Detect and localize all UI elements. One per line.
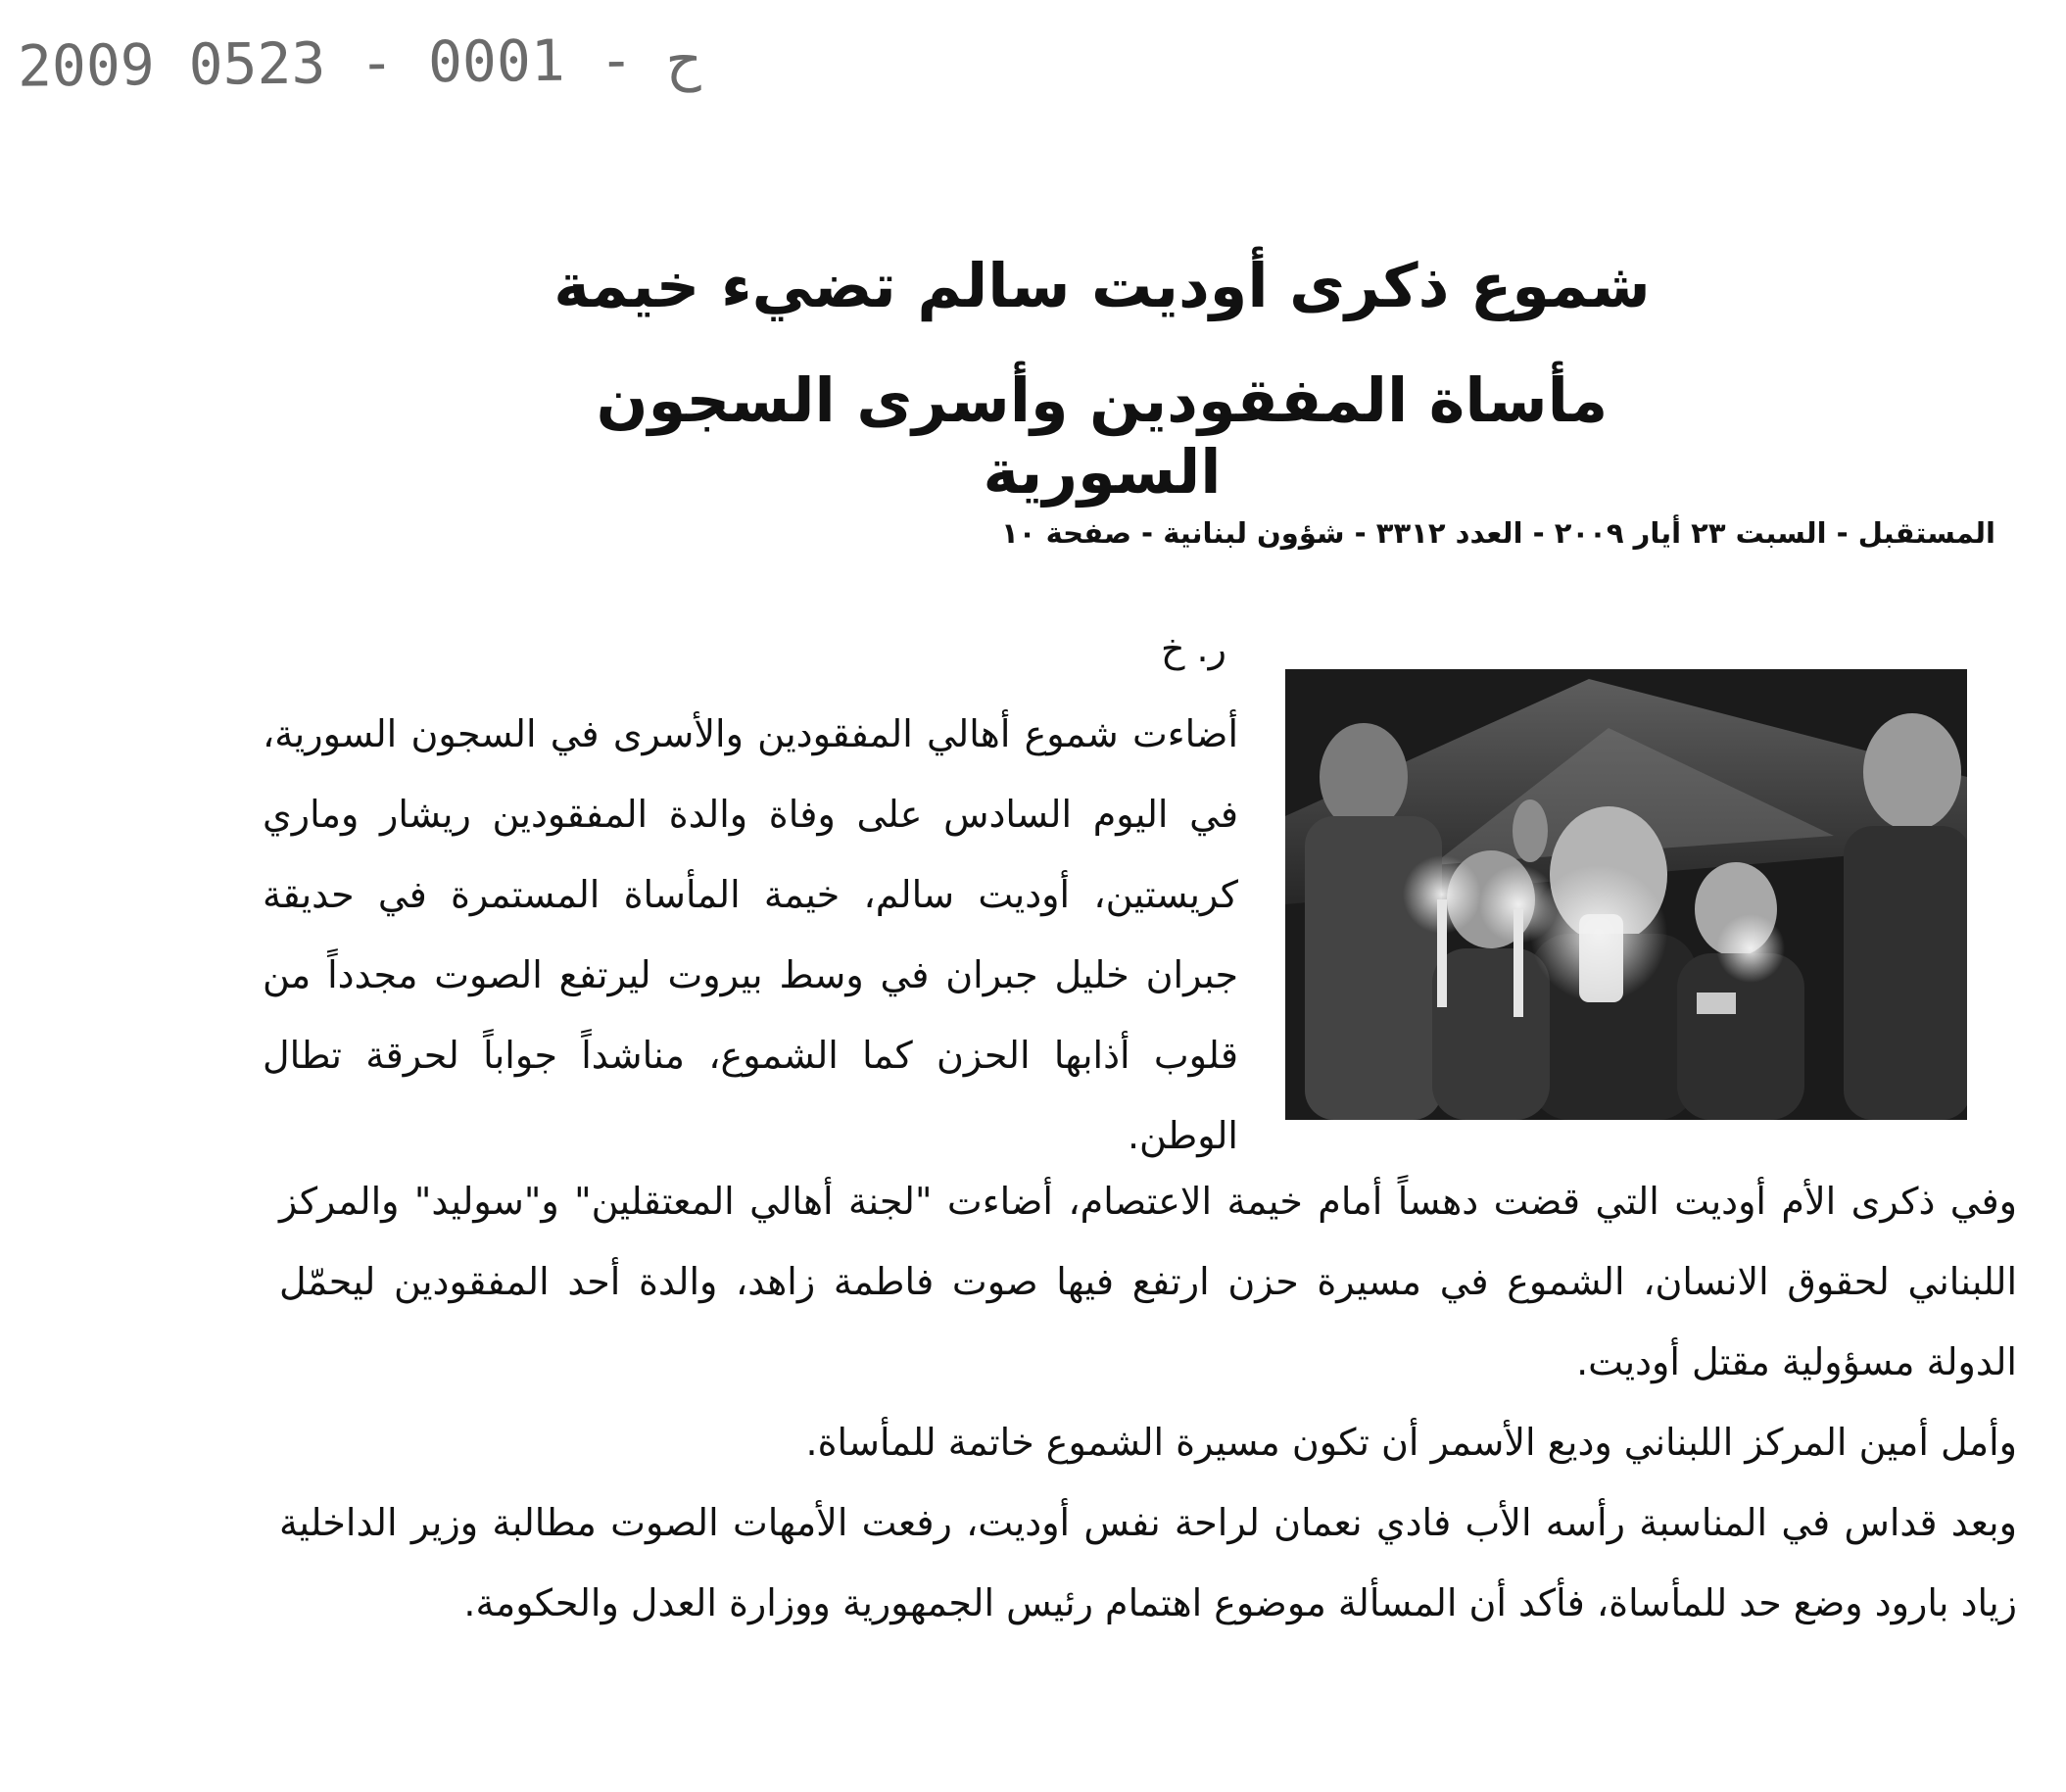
body-paragraph: وأمل أمين المركز اللبناني وديع الأسمر أن تكون مسيرة الشموع خاتمة للمأساة. bbox=[805, 1421, 2017, 1464]
lead-paragraph: أضاءت شموع أهالي المفقودين والأسرى في السجون السورية، في اليوم السادس على وفاة والدة المفقودين ريشار وماري كريستين، أوديت سالم، خيمة المأساة المستمرة في حديقة جبران خليل جبران في وسط بيروت ليرتفع الصوت مجدداً من قلوب أذابها الحزن كما الشموع، مناشداً جواباً لحرقة تطال الوطن. bbox=[263, 712, 1238, 1157]
archive-code-handwritten: 2009 0523 - 0001 - ح bbox=[17, 25, 702, 100]
body-paragraph: وفي ذكرى الأم أوديت التي قضت دهساً أمام خيمة الاعتصام، أضاءت "لجنة أهالي المعتقلين" و"سوليد" والمركز اللبناني لحقوق الانسان، الشموع في مسيرة حزن ارتفع فيها صوت فاطمة زاهد، والدة أحد المفقودين ليحمّل الدولة مسؤولية مقتل أوديت. bbox=[279, 1180, 2017, 1383]
body-paragraph: وبعد قداس في المناسبة رأسه الأب فادي نعمان لراحة نفس أوديت، رفعت الأمهات الصوت مطالبة وزير الداخلية زياد بارود وضع حد للمأساة، فأكد أن المسألة موضوع اهتمام رئيس الجمهورية ووزارة العدل والحكومة. bbox=[279, 1501, 2017, 1624]
byline: ر. خ bbox=[1160, 627, 1226, 670]
article-body bbox=[279, 1161, 2017, 1643]
source-line: المستقبل - السبت ٢٣ أيار ٢٠٠٩ - العدد ٣٣١٢ - شؤون لبنانية - صفحة ١٠ bbox=[1001, 516, 1995, 550]
headline-line-2: مأساة المفقودين وأسرى السجون السورية bbox=[596, 364, 1609, 508]
candle-vigil-photo-icon bbox=[1285, 669, 1967, 1120]
headline-line-1: شموع ذكرى أوديت سالم تضيء خيمة bbox=[553, 250, 1651, 321]
news-photo bbox=[1285, 669, 1967, 1120]
